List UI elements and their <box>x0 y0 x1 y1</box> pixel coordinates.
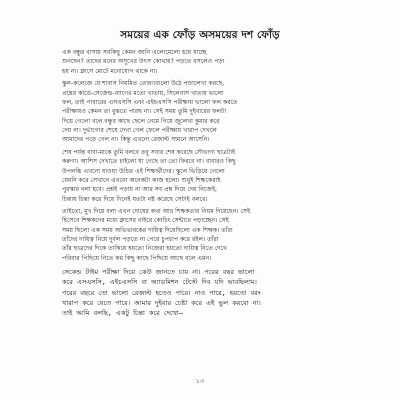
text-line: তাই আমি বলছি, একটু চিন্তা করে দেখো— <box>62 309 183 318</box>
text-line: দেয় না। দুর্ভাগ্যের শেষে দেখা গেল ফেলে পরীক্ষায় খারাপ দেখলে <box>62 126 217 134</box>
paragraph-2 <box>62 79 338 144</box>
text-line: চিন্তায় চিন্তা করে দিয়ে দিনেই যতটা নষ্ট করেছে সেটাই বলবে। <box>62 195 208 203</box>
text-line: তাইতো, মুখ দিয়ে বলা এখন দোষের কথা আর শিক্ষকতার নিয়ম দিয়েছেন। সেই <box>62 208 251 216</box>
text-line: স্কুল-কলেজে যে শাবাস নিয়মিত তোরণগুলো উঠে পড়ালেখা করছে, <box>62 80 225 88</box>
text-line: শুনছেন? তাদের মনের অসুখের উৎস কোথায়? পড়তে বসলেও পড়া <box>62 58 225 66</box>
text-line: শেষ পর্যন্ত বাবা-মাকে তুমি বলবে তবু সবার শেষ করেছে সৌভাগ্য ছাত্রটাই <box>62 148 236 156</box>
paragraph-1 <box>62 48 338 76</box>
text-line: হয় না। ক্লাসে মোটে মনোযোগ থাকে না। <box>62 67 158 75</box>
text-line: উপলব্ধি এখনো যাওয়া উচিত এই শিক্ষার্থীদের। স্কুলে ভিড়িয়ে গেলো <box>62 167 225 175</box>
text-line: পুরস্কার বলা হবে। প্রশ্নই পড়ায় না আর সব প্রশ্ন দিয়ে দেয় নিজেই, <box>62 186 217 194</box>
text-line: আমাদের পড়ে গেল না। কিন্তু এখনো রেজাল্ট সামনে আসেনি। <box>62 136 210 144</box>
text-line: করুণা। আশিস দেখাতে চাইলো যা গেছে তা তো ফিরবে না। বাবারও কিছু <box>62 158 236 166</box>
text-line: খারাপ করে যেতে পারে। আমার দুইবার চেষ্টা করে এই ভুল করবো না। <box>62 299 261 308</box>
paragraph-5-emphasized <box>62 267 338 318</box>
paragraph-3 <box>62 148 338 204</box>
text-line: প্রশ্নের কার্ডে-সেজেন্ড-ব্যাগের মতো খাতায়, সিলেবাস খাতায় ভালো <box>62 89 224 97</box>
text-line: সময় ছিলো এক সময় অভিভাবকের দায়িত্ব দিয়েছিলো এক শিক্ষক। তাঁরা <box>62 226 233 234</box>
text-line: সেকেন্ড টাইম পরীক্ষা দিয়ে কেউ জানতে চায় না। পরের বছর ভালো <box>62 268 255 277</box>
text-line: করে এসএসসি, এইচএসসি বা অ্যাডমিশন টেস্টে দিব যদি ভাবছিলাম। <box>62 278 257 287</box>
text-line: দিয়ে গেলো বলে বন্ধুর কাছে ছেলে নেমে গিয়ে জুলেখা কুমার করে <box>62 117 220 125</box>
text-line: যেমনি করে সেখানে এখনো অনেকটা কাজ হলো। শুধুই শিক্ষকেরাই <box>62 176 221 184</box>
text-line: পরের বছরে তো ভালো রেজাল্ট হতেও পারে। নাও পারে, হয়তো বরং <box>62 288 261 297</box>
page-number: ১৩ <box>195 377 205 385</box>
page-title: সময়ের এক ফোঁড় অসময়ের দশ ফোঁড় <box>120 29 280 41</box>
text-line: পরীক্ষায়ও কেমন তা বুঝতে পারছ না। সেই সময় তুমি দুইবারের ফলটা <box>62 108 227 116</box>
text-line: হিসেবে শিক্ষকদের মধ্যে ক্লাসের বাইরে কোচিং সেন্টারে পড়াচ্ছেন। সেই <box>62 217 229 225</box>
text-line: ফল, তাই পাবারের এসএসসি এবং এইচএসসি পরীক্ষায় ভালো ফল করতে <box>62 98 238 106</box>
text-line: পরিবার পিছিয়ে নিতে কম কিছু কাছে পিছিয়ে আছে বলে এমন। <box>62 254 212 262</box>
text-line: তাঁর ছাত্রদের দিকে তাকিয়ে হয়তো নিজেরা হয়তো দায়িত্ব নিতে দেখে <box>62 245 227 253</box>
text-line: এক বন্ধুর বাসায় সবকিছু কেমন জানি এলোমেলো হয়ে যাচ্ছে <box>62 49 207 56</box>
text-line: তাঁদের দায়িত্ব নিয়ে দুর্বল পড়তে না পেরে চুপচাপ করে রইল। তাঁরা <box>62 236 219 244</box>
paragraph-4 <box>62 207 338 263</box>
